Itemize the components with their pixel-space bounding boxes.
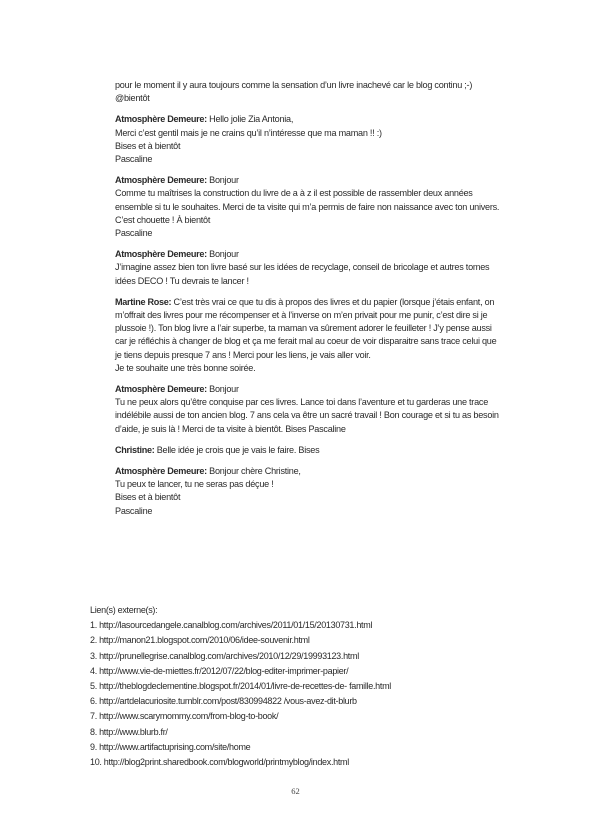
comment-text: Bonjour	[209, 175, 239, 186]
comment-line	[115, 322, 506, 335]
comment-text: Merci c’est gentil mais je ne crains qu’il n’intéresse que ma maman !! :)	[115, 127, 382, 138]
comment-text: Bises et à bientôt	[115, 492, 181, 503]
external-link[interactable]: 1. http://lasourcedangele.canalblog.com/archives/2011/01/15/20130731.html	[90, 620, 373, 631]
page-number: 62	[291, 786, 300, 796]
comment-text: Pascaline	[115, 228, 153, 239]
external-link[interactable]: 6. http://artdelacuriosite.tumblr.com/post/830994822 /vous-avez-dit-blurb	[90, 696, 357, 707]
comment-text: m’offrait des livres pour me récompenser et à l’inverse on m’en privait pour me punir, c’est dire si je	[115, 310, 488, 321]
comment-text: Bonjour	[209, 249, 239, 260]
comment-text: @bientôt	[115, 93, 150, 104]
comment-text: d’aide, je suis là ! Merci de ta visite à bientôt. Bises Pascaline	[115, 423, 346, 434]
comment-text: Je te souhaite une très bonne soirée.	[115, 362, 256, 373]
comment-text: je tiens depuis presque 7 ans ! Merci pour les liens, je vais aller voir.	[115, 349, 371, 360]
comment-text: ensemble si tu le souhaites. Merci de ta visite qui m’a permis de faire non naissance avec ton univers.	[115, 201, 500, 212]
comment-line	[115, 309, 506, 322]
comment-author: Martine Rose:	[115, 296, 172, 307]
comment-text: car je réfléchis à changer de blog et ça me ferait mal au coeur de voir disparaitre sans trace celui que	[115, 336, 497, 347]
comment-text: Bonjour	[209, 384, 239, 395]
comment-text: idées DECO ! Tu devrais te lancer !	[115, 275, 249, 286]
comment-text: plussoie !). Ton blog livre a l’air superbe, ta maman va sûrement adorer le feuilleter ! J’y pense aussi	[115, 323, 492, 334]
external-link[interactable]: 7. http://www.scarymommy.com/from-blog-to-book/	[90, 711, 279, 722]
comment-line	[115, 465, 506, 478]
comment-line	[115, 505, 506, 518]
comment-line	[115, 201, 506, 214]
links-list	[90, 618, 510, 770]
comment-line	[115, 174, 506, 187]
comment-line	[115, 113, 506, 126]
comment-text: indélébile aussi de ton ancien blog. 7 ans cela va être un sacré travail ! Bon courage et si tu as besoin	[115, 410, 499, 421]
external-link[interactable]: 5. http://theblogdeclementine.blogspot.fr/2014/01/livre-de-recettes-de- famille.html	[90, 681, 391, 692]
comments-section	[115, 79, 506, 526]
comment-block	[115, 296, 506, 375]
external-link[interactable]: 9. http://www.artifactuprising.com/site/home	[90, 741, 251, 752]
comment-line	[115, 335, 506, 348]
links-heading: Lien(s) externe(s):	[90, 605, 158, 615]
comment-author: Christine:	[115, 444, 155, 455]
comment-text: Hello jolie Zia Antonia,	[209, 114, 294, 125]
comment-author: Atmosphère Demeure:	[115, 175, 207, 186]
comment-line	[115, 383, 506, 396]
comment-line	[115, 153, 506, 166]
comment-text: Tu ne peux alors qu’être conquise par ces livres. Lance toi dans l’aventure et tu garderas une trace	[115, 397, 488, 408]
comment-block	[115, 383, 506, 436]
comment-author: Atmosphère Demeure:	[115, 466, 207, 477]
comment-line	[115, 362, 506, 375]
comment-text: Comme tu maîtrises la construction du livre de a à z il est possible de rassembler deux années	[115, 188, 473, 199]
external-link[interactable]: 2. http://manon21.blogspot.com/2010/06/idee-souvenir.html	[90, 635, 310, 646]
comment-text: Bonjour chère Christine,	[209, 466, 301, 477]
comment-line	[115, 261, 506, 274]
comment-line	[115, 79, 506, 92]
comment-line	[115, 396, 506, 409]
comment-text: Bises et à bientôt	[115, 140, 181, 151]
comment-line	[115, 248, 506, 261]
comment-text: J’imagine assez bien ton livre basé sur les idées de recyclage, conseil de bricolage et autres tomes	[115, 262, 490, 273]
comment-block	[115, 174, 506, 240]
comment-line	[115, 409, 506, 422]
comment-block	[115, 113, 506, 166]
external-link[interactable]: 3. http://prunellegrise.canalblog.com/archives/2010/12/29/19993123.html	[90, 650, 359, 661]
comment-line	[115, 491, 506, 504]
comment-block	[115, 248, 506, 288]
comment-line	[115, 187, 506, 200]
comment-author: Atmosphère Demeure:	[115, 249, 207, 260]
comment-text: C’est chouette ! À bientôt	[115, 214, 211, 225]
comment-line	[115, 275, 506, 288]
comment-line	[115, 227, 506, 240]
external-link[interactable]: 8. http://www.blurb.fr/	[90, 726, 168, 737]
external-link[interactable]: 4. http://www.vie-de-miettes.fr/2012/07/22/blog-editer-imprimer-papier/	[90, 665, 349, 676]
comment-line	[115, 349, 506, 362]
external-link[interactable]: 10. http://blog2print.sharedbook.com/blogworld/printmyblog/index.html	[90, 757, 349, 768]
comment-line	[115, 296, 506, 309]
external-links-section	[90, 603, 510, 770]
comment-block	[115, 465, 506, 518]
comment-text: pour le moment il y aura toujours comme la sensation d’un livre inachevé car le blog continu ;-)	[115, 80, 473, 90]
comment-line	[115, 478, 506, 491]
comment-line	[115, 214, 506, 227]
comment-text: C’est très vrai ce que tu dis à propos des livres et du papier (lorsque j’étais enfant, on	[173, 296, 495, 307]
comment-line	[115, 444, 506, 457]
comment-text: Pascaline	[115, 154, 153, 165]
comment-line	[115, 92, 506, 105]
comment-line	[115, 423, 506, 436]
comment-line	[115, 127, 506, 140]
comment-block	[115, 444, 506, 457]
comment-author: Atmosphère Demeure:	[115, 114, 207, 125]
comment-text: Tu peux te lancer, tu ne seras pas déçue !	[115, 479, 274, 490]
comment-author: Atmosphère Demeure:	[115, 384, 207, 395]
comment-block	[115, 79, 506, 105]
comment-text: Belle idée je crois que je vais le faire. Bises	[156, 444, 320, 455]
comment-line	[115, 140, 506, 153]
comment-text: Pascaline	[115, 505, 153, 516]
